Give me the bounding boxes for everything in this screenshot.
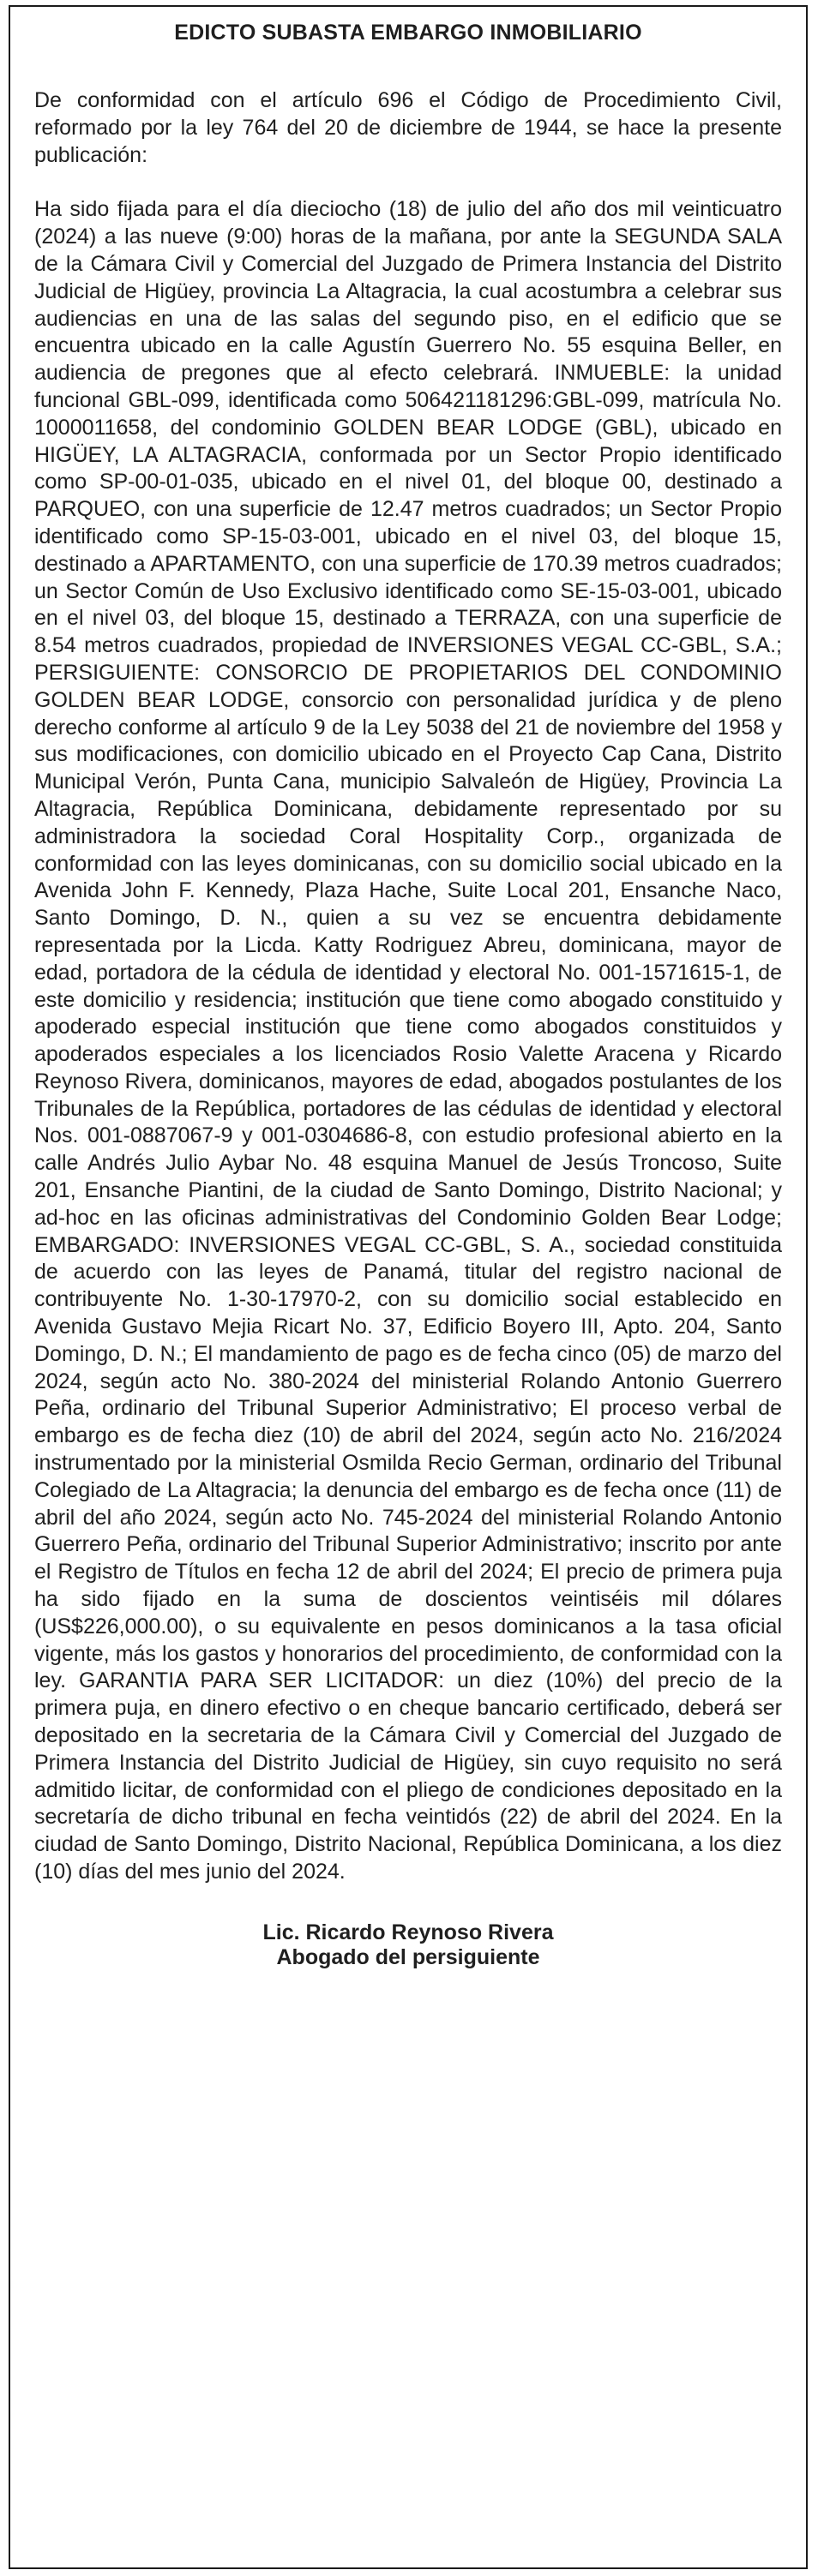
body-paragraph: Ha sido fijada para el día dieciocho (18) de julio del año dos mil veinticuatro (2024) a las nueve (9:00) horas de la mañana, por ante la SEGUNDA SALA de la Cámara Civil y Comercial del Juzgado de Primera Instancia del Distrito Judicial de Higüey, provincia La Altagracia, la cual acostumbra a celebrar sus audiencias en una de las salas del segundo piso, en el edificio que se encuentra ubicado en la calle Agustín Guerrero No. 55 esquina Beller, en audiencia de pregones que al efecto celebrará. INMUEBLE: la unidad funcional GBL-099, identificada como 506421181296:GBL-099, matrícula No. 1000011658, del condominio GOLDEN BEAR LODGE (GBL), ubicado en HIGÜEY, LA ALTAGRACIA, conformada por un Sector Propio identificado como SP-00-01-035, ubicado en el nivel 01, del bloque 00, destinado a PARQUEO, con una superficie de 12.47 metros cuadrados; un Sector Propio identificado como SP-15-03-001, ubicado en el nivel 03, del bloque 15, destinado a APARTAMENTO, con una superficie de 170.39 metros cuadrados; un Sector Común de Uso Exclusivo identificado como SE-15-03-001, ubicado en el nivel 03, del bloque 15, destinado a TERRAZA, con una superficie de 8.54 metros cuadrados, propiedad de INVERSIONES VEGAL CC-GBL, S.A.; PERSIGUIENTE: CONSORCIO DE PROPIETARIOS DEL CONDOMINIO GOLDEN BEAR LODGE, consorcio con personalidad jurídica y de pleno derecho conforme al artículo 9 de la Ley 5038 del 21 de noviembre del 1958 y sus modificaciones, con domicilio ubicado en el Proyecto Cap Cana, Distrito Municipal Verón, Punta Cana, municipio Salvaleón de Higüey, Provincia La Altagracia, República Dominicana, debidamente representado por su administradora la sociedad Coral Hospitality Corp., organizada de conformidad con las leyes dominicanas, con su domicilio social ubicado en la Avenida John F. Kennedy, Plaza Hache, Suite Local 201, Ensanche Naco, Santo Domingo, D. N., quien a su vez se encuentra debidamente representada por la Licda. Katty Rodriguez Abreu, dominicana, mayor de edad, portadora de la cédula de identidad y electoral No. 001-1571615-1, de este domicilio y residencia; institución que tiene como abogado constituido y apoderado especial institución que tiene como abogados constituidos y apoderados especiales a los licenciados Rosio Valette Aracena y Ricardo Reynoso Rivera, dominicanos, mayores de edad, abogados postulantes de los Tribunales de la República, portadores de las cédulas de identidad y electoral Nos. 001-0887067-9 y 001-0304686-8, con estudio profesional abierto en la calle Andrés Julio Aybar No. 48 esquina Manuel de Jesús Troncoso, Suite 201, Ensanche Piantini, de la ciudad de Santo Domingo, Distrito Nacional; y ad-hoc en las oficinas administrativas del Condominio Golden Bear Lodge; EMBARGADO: INVERSIONES VEGAL CC-GBL, S. A., sociedad constituida de acuerdo con las leyes de Panamá, titular del registro nacional de contribuyente No. 1-30-17970-2, con su domicilio social establecido en Avenida Gustavo Mejia Ricart No. 37, Edificio Boyero III, Apto. 204, Santo Domingo, D. N.; El mandamiento de pago es de fecha cinco (05) de marzo del 2024, según acto No. 380-2024 del ministerial Rolando Antonio Guerrero Peña, ordinario del Tribunal Superior Administrativo; El proceso verbal de embargo es de fecha diez (10) de abril del 2024, según acto No. 216/2024 instrumentado por la ministerial Osmilda Recio German, ordinario del Tribunal Colegiado de La Altagracia; la denuncia del embargo es de fecha once (11) de abril del año 2024, según acto No. 745-2024 del ministerial Rolando Antonio Guerrero Peña, ordinario del Tribunal Superior Administrativo; inscrito por ante el Registro de Títulos en fecha 12 de abril del 2024; El precio de primera puja ha sido fijado en la suma de doscientos veintiséis mil dólares (US$226,000.00), o su equivalente en pesos dominicanos a la tasa oficial vigente, más los gastos y honorarios del procedimiento, de conformidad con la ley. GARANTIA PARA SER LICITADOR: un diez (10%) del precio de la primera puja, en dinero efectivo o en cheque bancario certificado, deberá ser depositado en la secretaria de la Cámara Civil y Comercial del Juzgado de Primera Instancia del Distrito Judicial de Higüey, sin cuyo requisito no será admitido licitar, de conformidad con el pliego de condiciones depositado en la secretaría de dicho tribunal en fecha veintidós (22) de abril del 2024. En la ciudad de Santo Domingo, Distrito Nacional, República Dominicana, a los diez (10) días del mes junio del 2024. [34, 197, 782, 1884]
signature-role: Abogado del persiguiente [276, 1944, 540, 1969]
intro-paragraph: De conformidad con el artículo 696 el Código de Procedimiento Civil, reformado por la ley 764 del 20 de diciembre de 1944, se hace la presente publicación: [34, 88, 782, 167]
notice-frame [9, 5, 808, 2569]
notice-content [10, 7, 806, 1970]
signature-name: Lic. Ricardo Reynoso Rivera [262, 1920, 554, 1944]
signature-block [34, 1920, 782, 1970]
notice-title: EDICTO SUBASTA EMBARGO INMOBILIARIO [174, 21, 642, 45]
